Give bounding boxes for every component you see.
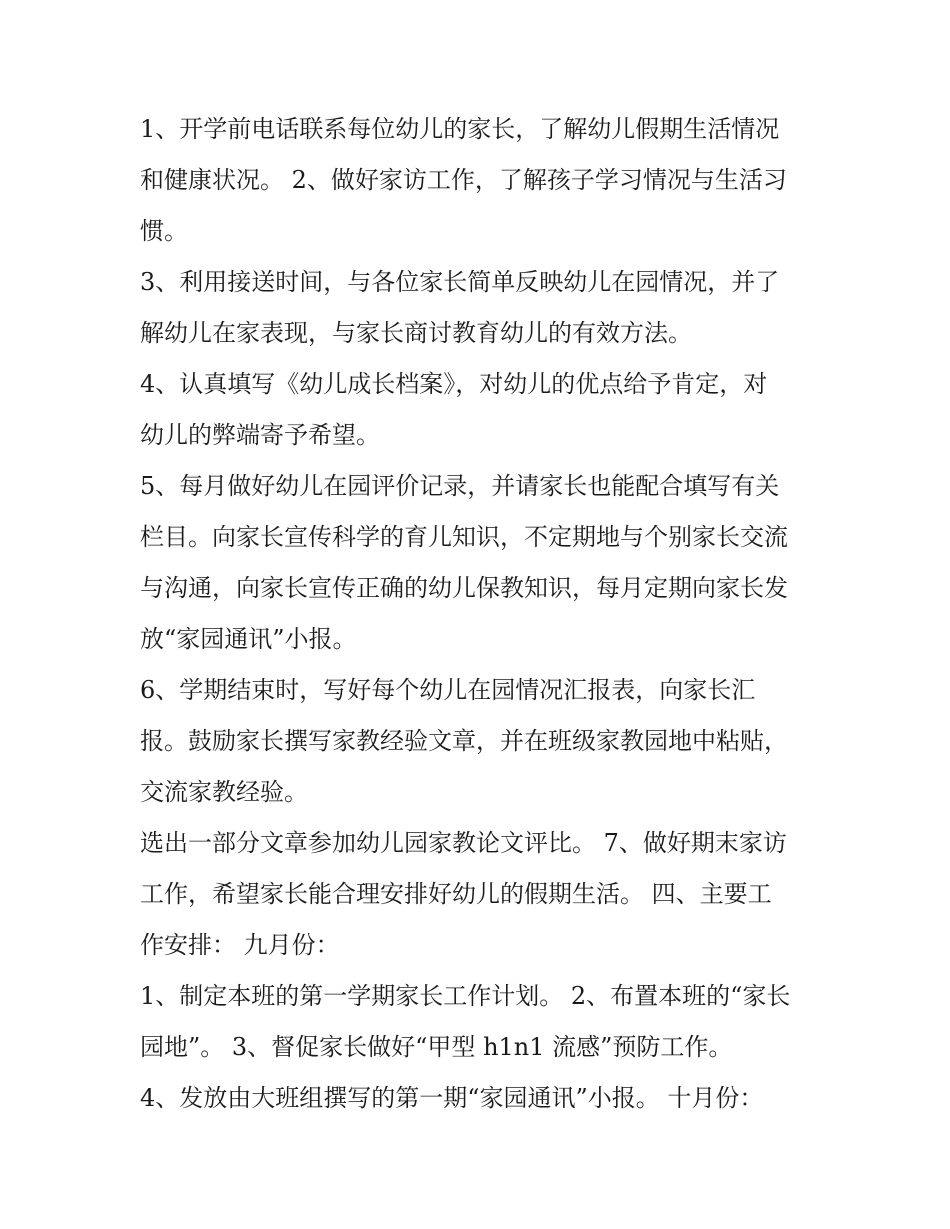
text-line: 工作，希望家长能合理安排好幼儿的假期生活。 四、主要工 (140, 880, 772, 908)
text-line: 1、制定本班的第一学期家长工作计划。 2、布置本班的“家长 (140, 982, 791, 1010)
text-line: 6、学期结束时，写好每个幼儿在园情况汇报表，向家长汇 (140, 676, 756, 704)
text-line: 解幼儿在家表现，与家长商讨教育幼儿的有效方法。 (140, 319, 692, 347)
text-line: 惯。 (140, 217, 188, 245)
text-line: 作安排： 九月份： (140, 931, 340, 959)
text-line: 幼儿的弊端寄予希望。 (140, 421, 380, 449)
text-line: 选出一部分文章参加幼儿园家教论文评比。 7、做好期末家访 (140, 829, 787, 857)
text-line: 1、开学前电话联系每位幼儿的家长，了解幼儿假期生活情况 (140, 115, 780, 143)
text-line: 交流家教经验。 (140, 778, 308, 806)
text-line: 5、每月做好幼儿在园评价记录，并请家长也能配合填写有关 (140, 472, 780, 500)
text-line: 4、发放由大班组撰写的第一期“家园通讯”小报。 十月份： (140, 1084, 764, 1112)
text-line: 3、利用接送时间，与各位家长简单反映幼儿在园情况，并了 (140, 268, 780, 296)
text-line: 园地”。 3、督促家长做好“甲型 h1n1 流感”预防工作。 (140, 1033, 733, 1061)
text-line: 栏目。向家长宣传科学的育儿知识，不定期地与个别家长交流 (140, 523, 788, 551)
text-line: 与沟通，向家长宣传正确的幼儿保教知识，每月定期向家长发 (140, 574, 788, 602)
text-line: 报。鼓励家长撰写家教经验文章，并在班级家教园地中粘贴， (140, 727, 788, 755)
text-line: 放“家园通讯”小报。 (140, 625, 357, 653)
text-line: 和健康状况。 2、做好家访工作，了解孩子学习情况与生活习 (140, 166, 787, 194)
document-body (140, 104, 840, 1124)
text-line: 4、认真填写《幼儿成长档案》，对幼儿的优点给予肯定，对 (140, 370, 768, 398)
